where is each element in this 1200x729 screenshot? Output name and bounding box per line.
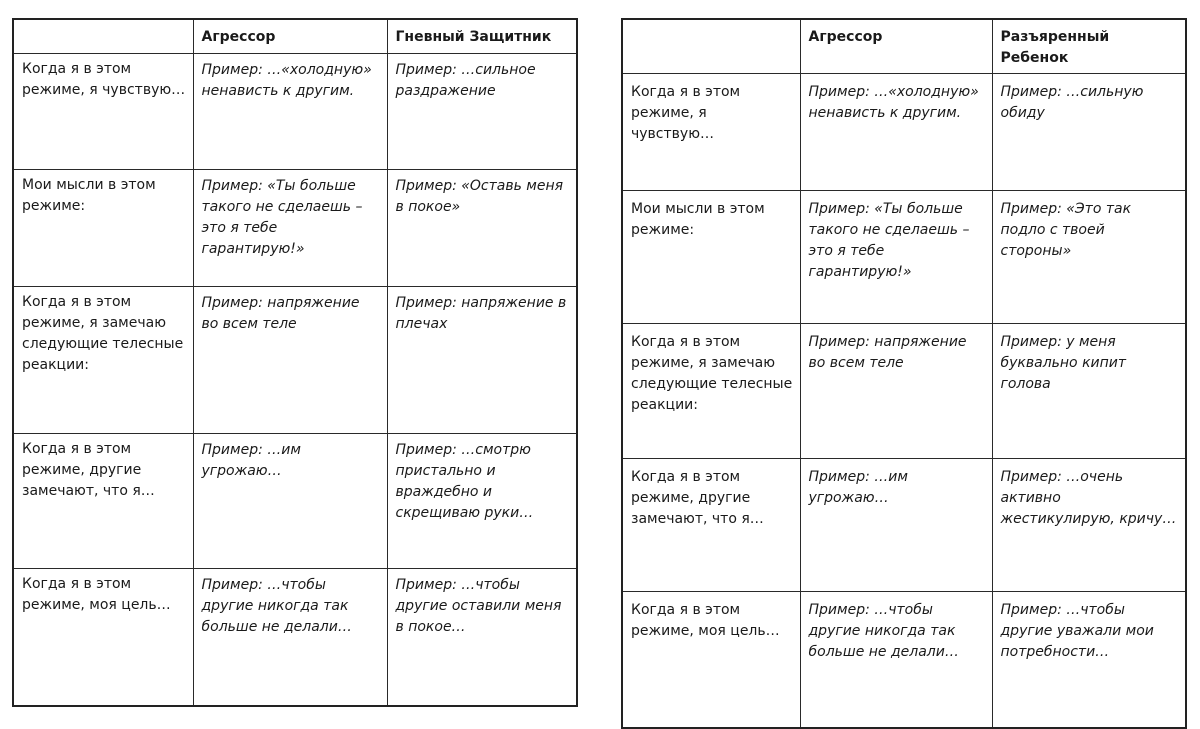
row-prompt: Когда я в этом режиме, моя цель…	[622, 592, 800, 728]
worksheet-aggressor-angry-protector	[12, 18, 578, 707]
example-cell[interactable]: Пример: «Ты больше такого не сделаешь – это я тебе гарантирую!»	[193, 169, 387, 286]
example-cell[interactable]: Пример: …чтобы другие оставили меня в покое…	[387, 568, 577, 706]
example-cell[interactable]: Пример: «Это так подло с твоей стороны»	[992, 191, 1186, 324]
example-cell[interactable]: Пример: …чтобы другие никогда так больше не делали…	[800, 592, 992, 728]
row-prompt: Когда я в этом режиме, другие замечают, что я…	[13, 433, 193, 568]
example-cell[interactable]: Пример: «Ты больше такого не сделаешь – это я тебе гарантирую!»	[800, 191, 992, 324]
row-prompt: Когда я в этом режиме, я замечаю следующие телесные реакции:	[13, 286, 193, 433]
mode-table	[621, 18, 1187, 729]
table-row	[622, 191, 1186, 324]
example-cell[interactable]: Пример: …чтобы другие уважали мои потребности…	[992, 592, 1186, 728]
row-prompt: Когда я в этом режиме, я чувствую…	[622, 74, 800, 191]
example-cell[interactable]: Пример: …им угрожаю…	[800, 459, 992, 592]
table-row	[622, 592, 1186, 728]
header-row	[13, 19, 577, 53]
example-cell[interactable]: Пример: …«холодную» ненависть к другим.	[800, 74, 992, 191]
column-header-enraged-child: Разъяренный Ребенок	[992, 19, 1186, 74]
corner-cell	[13, 19, 193, 53]
example-cell[interactable]: Пример: у меня буквально кипит голова	[992, 324, 1186, 459]
example-cell[interactable]: Пример: …очень активно жестикулирую, кричу…	[992, 459, 1186, 592]
example-cell[interactable]: Пример: …«холодную» ненависть к другим.	[193, 53, 387, 169]
example-cell[interactable]: Пример: …чтобы другие никогда так больше не делали…	[193, 568, 387, 706]
example-cell[interactable]: Пример: …смотрю пристально и враждебно и скрещиваю руки…	[387, 433, 577, 568]
row-prompt: Когда я в этом режиме, моя цель…	[13, 568, 193, 706]
table-row	[622, 74, 1186, 191]
column-header-aggressor: Агрессор	[800, 19, 992, 74]
example-cell[interactable]: Пример: …им угрожаю…	[193, 433, 387, 568]
worksheet-aggressor-enraged-child	[621, 18, 1187, 729]
example-cell[interactable]: Пример: напряжение в плечах	[387, 286, 577, 433]
example-cell[interactable]: Пример: …сильное раздражение	[387, 53, 577, 169]
example-cell[interactable]: Пример: …сильную обиду	[992, 74, 1186, 191]
column-header-angry-protector: Гневный Защитник	[387, 19, 577, 53]
table-row	[13, 568, 577, 706]
row-prompt: Когда я в этом режиме, другие замечают, что я…	[622, 459, 800, 592]
example-cell[interactable]: Пример: напряжение во всем теле	[193, 286, 387, 433]
table-row	[622, 324, 1186, 459]
row-prompt: Мои мысли в этом режиме:	[13, 169, 193, 286]
table-row	[13, 433, 577, 568]
table-row	[13, 53, 577, 169]
table-row	[13, 286, 577, 433]
header-row	[622, 19, 1186, 74]
table-row	[13, 169, 577, 286]
row-prompt: Мои мысли в этом режиме:	[622, 191, 800, 324]
row-prompt: Когда я в этом режиме, я замечаю следующие телесные реакции:	[622, 324, 800, 459]
column-header-aggressor: Агрессор	[193, 19, 387, 53]
mode-table	[12, 18, 578, 707]
example-cell[interactable]: Пример: напряжение во всем теле	[800, 324, 992, 459]
corner-cell	[622, 19, 800, 74]
table-row	[622, 459, 1186, 592]
example-cell[interactable]: Пример: «Оставь меня в покое»	[387, 169, 577, 286]
row-prompt: Когда я в этом режиме, я чувствую…	[13, 53, 193, 169]
